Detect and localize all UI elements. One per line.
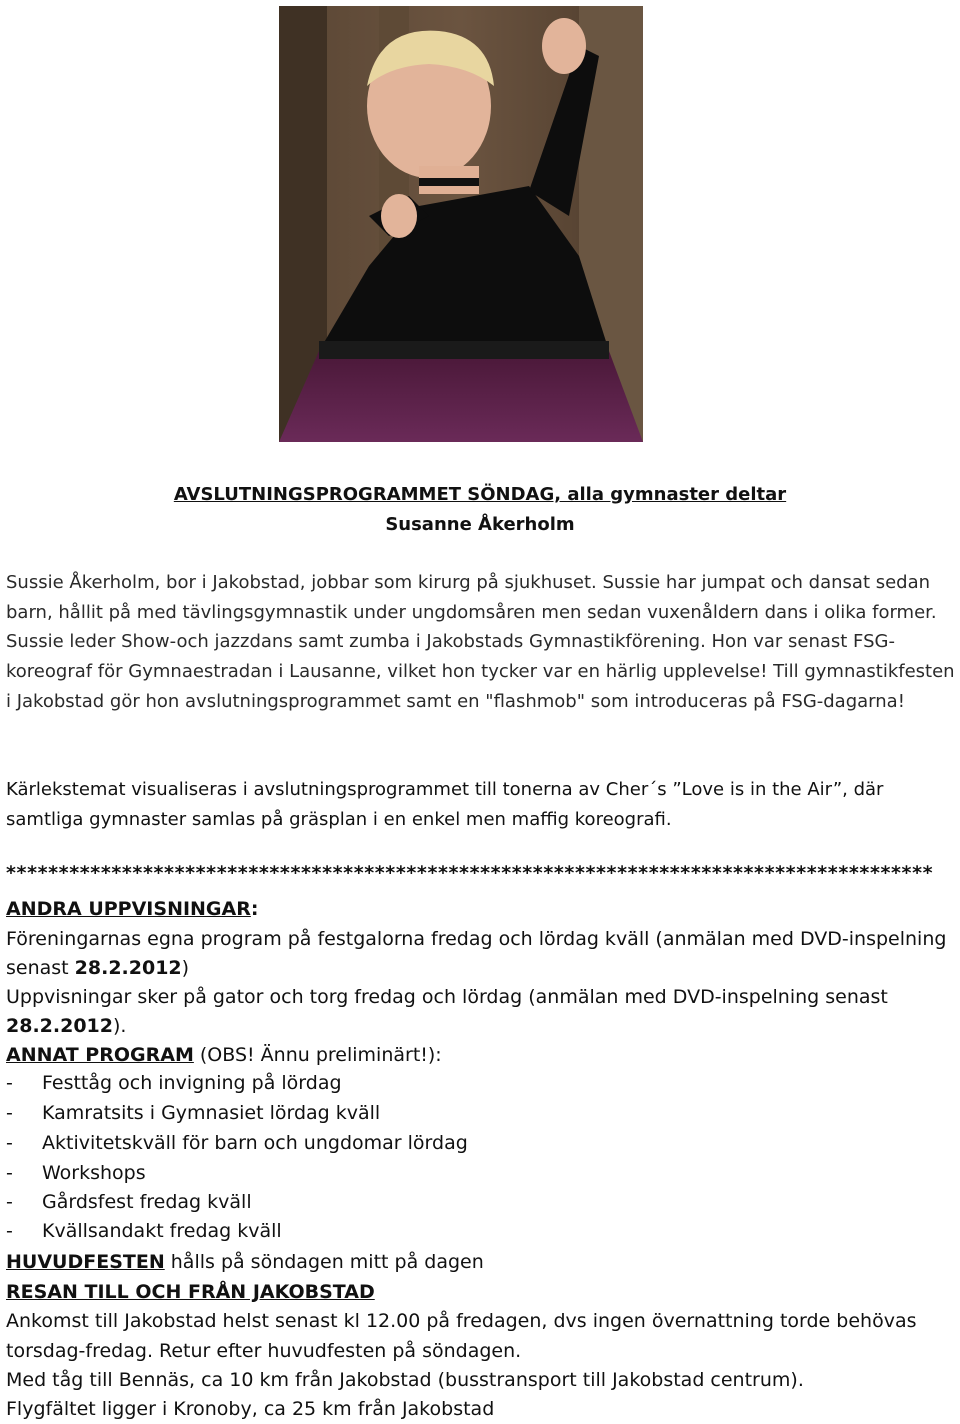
other-line-1a: Föreningarnas egna program på festgalorna fredag och lördag kväll (anmälan med DVD-inspelning [6,928,947,950]
other-heading-line [6,895,258,924]
theme-paragraph: Kärlekstemat visualiseras i avslutningsprogrammet till tonerna av Cher´s ”Love is in the Air”, där samtliga gymnaster samlas på gräsplan i en enkel men maffig koreografi. [6,779,884,830]
list-item: - Kamratsits i Gymnasiet lördag kväll [6,1102,381,1124]
other-heading: ANDRA UPPVISNINGAR [6,898,251,920]
travel-line-4: Flygfältet ligger i Kronoby, ca 25 km från Jakobstad [6,1398,495,1420]
other-line-1b-prefix: senast [6,957,75,979]
list-item-text: Festtåg och invigning på lördag [42,1072,342,1094]
list-item-text: Kamratsits i Gymnasiet lördag kväll [42,1102,381,1124]
photo-image [279,6,643,442]
travel-heading-line [6,1278,375,1307]
bio-paragraph: Sussie Åkerholm, bor i Jakobstad, jobbar som kirurg på sjukhuset. Sussie har jumpat och dansat sedan barn, hållit på med tävlingsgymnastik under ungdomsåren men sedan vuxenåldern dans i olika former. Sussie leder Show-och jazzdans samt zumba i Jakobstads Gymnastikförening. Hon var senast FSG-koreograf för Gymnaestradan i Lausanne, vilket hon tycker var en härlig upplevelse! Till gymnastikfesten i Jakobstad gör hon avslutningsprogrammet samt en "flashmob" som introduceras på FSG-dagarna! [6,572,955,712]
travel-line-3: Med tåg till Bennäs, ca 10 km från Jakobstad (busstransport till Jakobstad centrum). [6,1369,804,1391]
other-line-1b-suffix: ) [181,957,190,979]
other-line-2b-date: 28.2.2012 [6,1015,113,1037]
travel-heading: RESAN TILL OCH FRÅN JAKOBSTAD [6,1281,375,1303]
list-item: - Kvällsandakt fredag kväll [6,1220,282,1242]
program-title [0,484,960,505]
list-item-text: Gårdsfest fredag kväll [42,1191,252,1213]
list-item-text: Kvällsandakt fredag kväll [42,1220,282,1242]
travel-line-1: Ankomst till Jakobstad helst senast kl 12.00 på fredagen, dvs ingen övernattning torde behövas [6,1310,917,1332]
performer-name: Susanne Åkerholm [385,514,575,535]
program-heading: ANNAT PROGRAM [6,1044,194,1066]
other-line-1b [6,954,189,983]
list-item: - Festtåg och invigning på lördag [6,1072,342,1094]
list-item: - Aktivitetskväll för barn och ungdomar lördag [6,1132,468,1154]
program-heading-line [6,1041,442,1070]
program-note: (OBS! Ännu preliminärt!): [193,1044,442,1066]
other-line-2a: Uppvisningar sker på gator och torg fredag och lördag (anmälan med DVD-inspelning senast [6,986,888,1008]
dancer-photo [279,6,643,442]
main-fest-line [6,1248,484,1277]
main-fest-text: hålls på söndagen mitt på dagen [164,1251,484,1273]
other-line-2b-suffix: ). [112,1015,127,1037]
list-item: - Workshops [6,1162,146,1184]
other-line-2b [6,1012,126,1041]
other-line-1b-date: 28.2.2012 [74,957,182,979]
list-item: - Gårdsfest fredag kväll [6,1191,252,1213]
program-title-text: AVSLUTNINGSPROGRAMMET SÖNDAG, alla gymnaster deltar [173,484,787,505]
list-item-text: Workshops [42,1162,146,1184]
divider: **************************************************************************************** [6,862,934,884]
travel-line-2: torsdag-fredag. Retur efter huvudfesten på söndagen. [6,1340,522,1362]
other-heading-colon: : [250,898,259,920]
main-fest-heading: HUVUDFESTEN [6,1251,165,1273]
list-item-text: Aktivitetskväll för barn och ungdomar lördag [42,1132,468,1154]
